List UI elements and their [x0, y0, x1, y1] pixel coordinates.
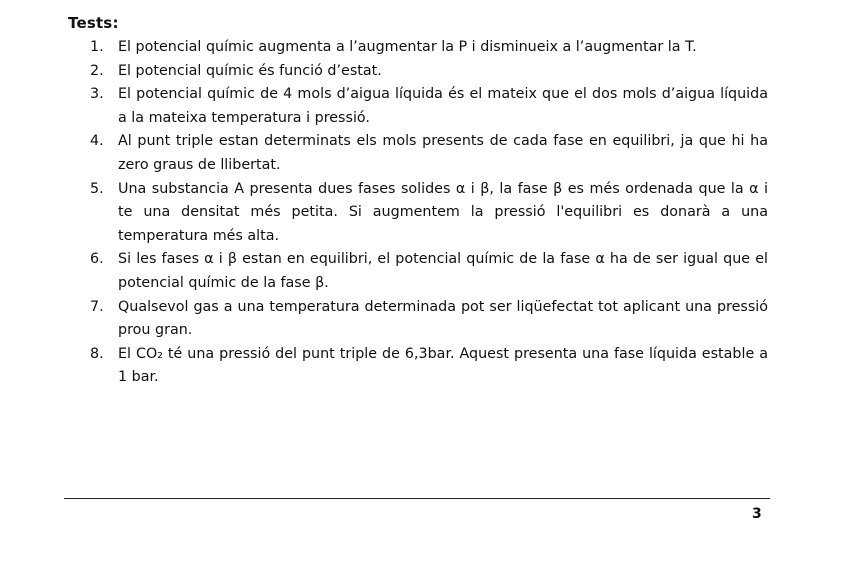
list-item: [90, 343, 768, 390]
list-item: [90, 60, 768, 84]
list-item: [90, 36, 768, 60]
list-item: [90, 178, 768, 249]
item-text: Si les fases α i β estan en equilibri, el potencial químic de la fase α ha de ser igual que el potencial químic de la fase β.: [118, 251, 768, 291]
section-heading: Tests:: [68, 14, 119, 32]
item-number: 8.: [90, 345, 104, 362]
page-number: 3: [752, 506, 762, 522]
item-number: 6.: [90, 251, 104, 268]
item-text: Una substancia A presenta dues fases solides α i β, la fase β es més ordenada que la α i te una densitat més petita. Si augmentem la pressió l'equilibri es donarà a una temperatura més alta.: [118, 180, 768, 244]
item-text: El potencial químic augmenta a l’augmentar la P i disminueix a l’augmentar la T.: [118, 39, 697, 55]
item-number: 5.: [90, 180, 104, 197]
item-text: El CO₂ té una pressió del punt triple de 6,3bar. Aquest presenta una fase líquida estable a 1 bar.: [118, 345, 768, 386]
list-item: [90, 130, 768, 177]
item-number: 1.: [90, 39, 104, 55]
item-text: Al punt triple estan determinats els mols presents de cada fase en equilibri, ja que hi ha zero graus de llibertat.: [118, 133, 768, 173]
list-item: [90, 248, 768, 295]
item-text: El potencial químic és funció d’estat.: [118, 62, 382, 79]
item-text: El potencial químic de 4 mols d’aigua líquida és el mateix que el dos mols d’aigua líquida a la mateixa temperatura i pressió.: [118, 86, 768, 126]
item-text: Qualsevol gas a una temperatura determinada pot ser liqüefectat tot aplicant una pressió prou gran.: [118, 298, 768, 339]
item-number: 4.: [90, 133, 104, 150]
item-number: 3.: [90, 86, 104, 103]
footer-divider: [64, 498, 770, 499]
item-number: 2.: [90, 62, 104, 79]
list-item: [90, 296, 768, 343]
item-number: 7.: [90, 298, 104, 315]
test-list: [90, 36, 768, 390]
list-item: [90, 83, 768, 130]
